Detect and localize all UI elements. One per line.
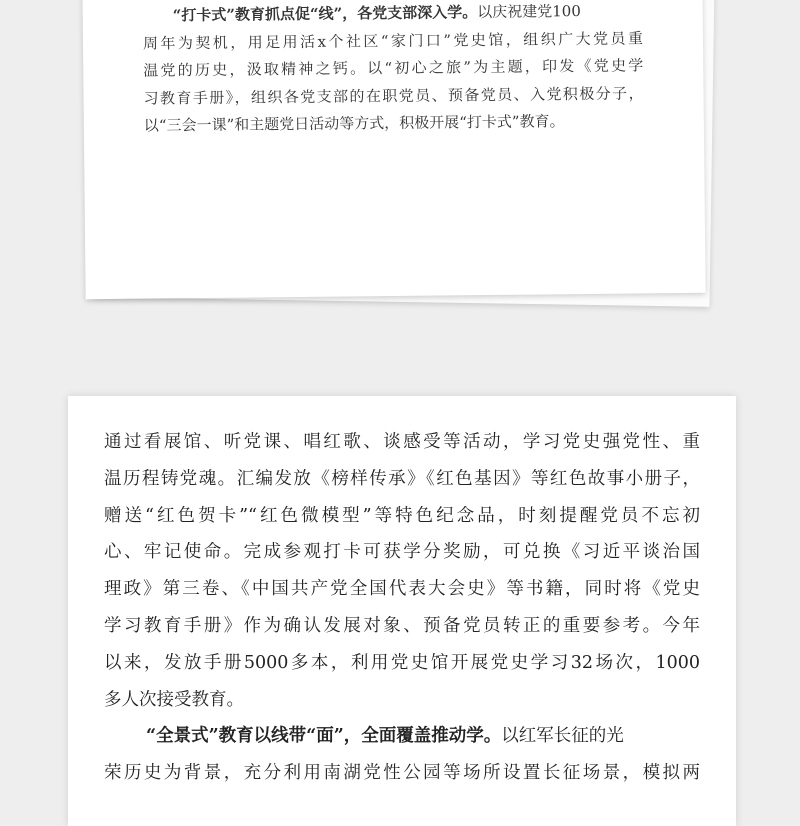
paragraph-line: 温党的历史，汲取精神之钙。以“初心之旅”为主题，印发《党史学 [143,56,644,80]
paragraph-line: 通过看展馆、听党课、唱红歌、谈感受等活动，学习党史强党性、重 [104,432,700,452]
document-page-bottom [68,396,736,826]
paragraph-line: 以来，发放手册5000多本，利用党史馆开展党史学习32场次，1000 [104,652,700,673]
paragraph-line: 赠送“红色贺卡”“红色微模型”等特色纪念品，时刻提醒党员不忘初 [104,505,700,526]
document-page-top [82,0,705,299]
paragraph-line: 周年为契机，用足用活x个社区“家门口”党史馆，组织广大党员重 [142,28,644,53]
paragraph-line: 以“三会一课”和主题党日活动等方式，积极开展“打卡式”教育。 [143,112,565,135]
paragraph-text: 以庆祝建党100 [477,2,581,22]
page-top-text [143,0,644,140]
paragraph-line: 温历程铸党魂。汇编发放《榜样传承》《红色基因》等红色故事小册子， [104,468,700,489]
paragraph-line: 学习教育手册》作为确认发展对象、预备党员转正的重要参考。今年 [104,615,700,636]
page-bottom-text [104,424,700,792]
paragraph-line: 多人次接受教育。 [104,689,244,710]
paragraph-line [104,718,700,755]
section-heading: “打卡式”教育抓点促“线”，各党支部深入学。 [172,3,478,25]
paragraph-line: 习教育手册》，组织各党支部的在职党员、预备党员、入党积极分子， [143,83,644,108]
paragraph-line: 心、牢记使命。完成参观打卡可获学分奖励，可兑换《习近平谈治国 [104,542,700,563]
paragraph-line: 荣历史为背景，充分利用南湖党性公园等场所设置长征场景，模拟两 [104,763,700,784]
paragraph-text: 以红军长征的光 [501,726,624,747]
paragraph-line: 理政》第三卷、《中国共产党全国代表大会史》等书籍，同时将《党史 [104,579,700,600]
section-heading: “全景式”教育以线带“面”，全面覆盖推动学。 [146,726,502,747]
